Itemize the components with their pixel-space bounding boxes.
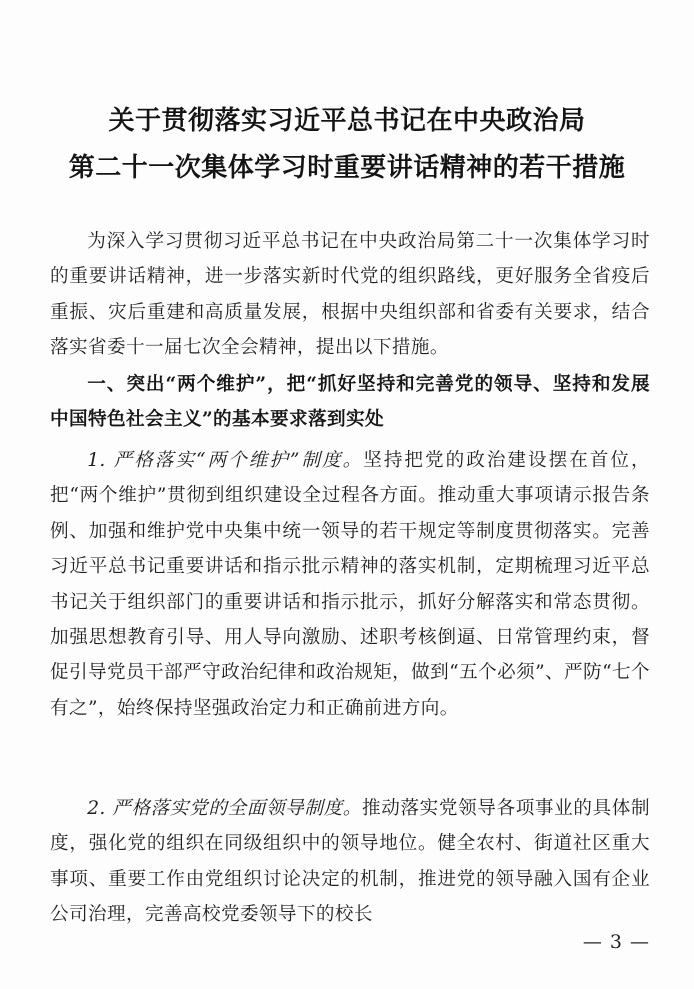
- section-1-heading: 一、突出“两个维护”，把“抓好坚持和完善党的领导、坚持和发展中国特色社会主义”的基本要求落到实处: [50, 374, 650, 431]
- item-1-paragraph: [50, 443, 650, 726]
- page-number: — 3 —: [582, 931, 650, 953]
- intro-paragraph: [50, 224, 650, 366]
- item-1-text: 坚持把党的政治建设摆在首位，把“两个维护”贯彻到组织建设全过程各方面。推动重大事项请示报告条例、加强和维护党中央集中统一领导的若干规定等制度贯彻落实。完善习近平总书记重要讲话和指示批示精神的落实机制，定期梳理习近平总书记关于组织部门的重要讲话和指示批示，抓好分解落实和常态贯彻。加强思想教育引导、用人导向激励、述职考核倒逼、日常管理约束，督促引导党员干部严守政治纪律和政治规矩，做到“五个必须”、严防“七个有之”，始终保持坚强政治定力和正确前进方向。: [50, 450, 650, 719]
- item-2-lead: 2. 严格落实党的全面领导制度。: [87, 798, 363, 819]
- item-2-paragraph: [50, 791, 650, 933]
- item-2-text: 推动落实党领导各项事业的具体制度，强化党的组织在同级组织中的领导地位。健全农村、街道社区重大事项、重要工作由党组织讨论决定的机制，推进党的领导融入国有企业公司治理，完善高校党委领导下的校长: [50, 798, 650, 926]
- item-1-lead: 1. 严格落实“两个维护”制度。: [87, 450, 364, 471]
- document-title-line-1: 关于贯彻落实习近平总书记在中央政治局: [108, 106, 586, 136]
- document-title-line-2: 第二十一次集体学习时重要讲话精神的若干措施: [68, 153, 626, 183]
- intro-text: 为深入学习贯彻习近平总书记在中央政治局第二十一次集体学习时的重要讲话精神，进一步落实新时代党的组织路线，更好服务全省疫后重振、灾后重建和高质量发展，根据中央组织部和省委有关要求，结合落实省委十一届七次全会精神，提出以下措施。: [50, 231, 650, 359]
